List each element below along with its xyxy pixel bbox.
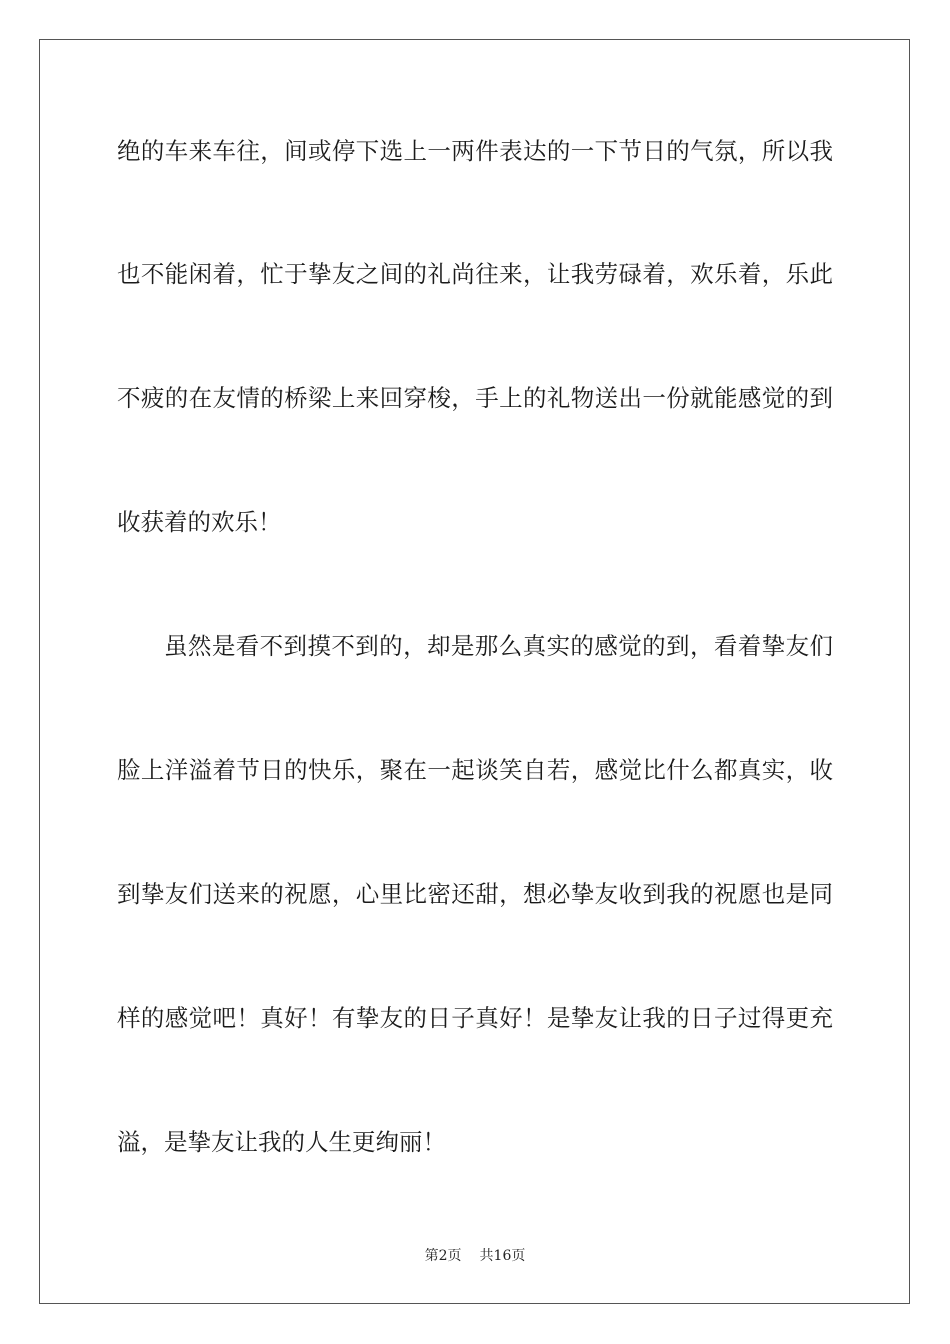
page-number: 第2页 xyxy=(424,1248,462,1264)
text-line: 收获着的欢乐！ xyxy=(117,508,282,536)
page-total: 共16页 xyxy=(479,1248,526,1264)
text-line: 绝的车来车往，间或停下选上一两件表达的一下节日的气氛，所以我 xyxy=(117,137,833,165)
text-line: 样的感觉吧！真好！有挚友的日子真好！是挚友让我的日子过得更充 xyxy=(117,1004,833,1032)
text-line: 脸上洋溢着节日的快乐，聚在一起谈笑自若，感觉比什么都真实，收 xyxy=(117,756,833,784)
text-line: 到挚友们送来的祝愿，心里比密还甜，想必挚友收到我的祝愿也是同 xyxy=(117,880,833,908)
text-line: 不疲的在友情的桥梁上来回穿梭，手上的礼物送出一份就能感觉的到 xyxy=(117,384,833,412)
text-line: 也不能闲着，忙于挚友之间的礼尚往来，让我劳碌着，欢乐着，乐此 xyxy=(117,260,833,288)
paragraph-start-line: 虽然是看不到摸不到的，却是那么真实的感觉的到，看着挚友们 xyxy=(164,632,833,660)
page-border xyxy=(39,39,910,1304)
text-line: 溢，是挚友让我的人生更绚丽！ xyxy=(117,1128,446,1156)
page-footer xyxy=(0,1246,950,1266)
